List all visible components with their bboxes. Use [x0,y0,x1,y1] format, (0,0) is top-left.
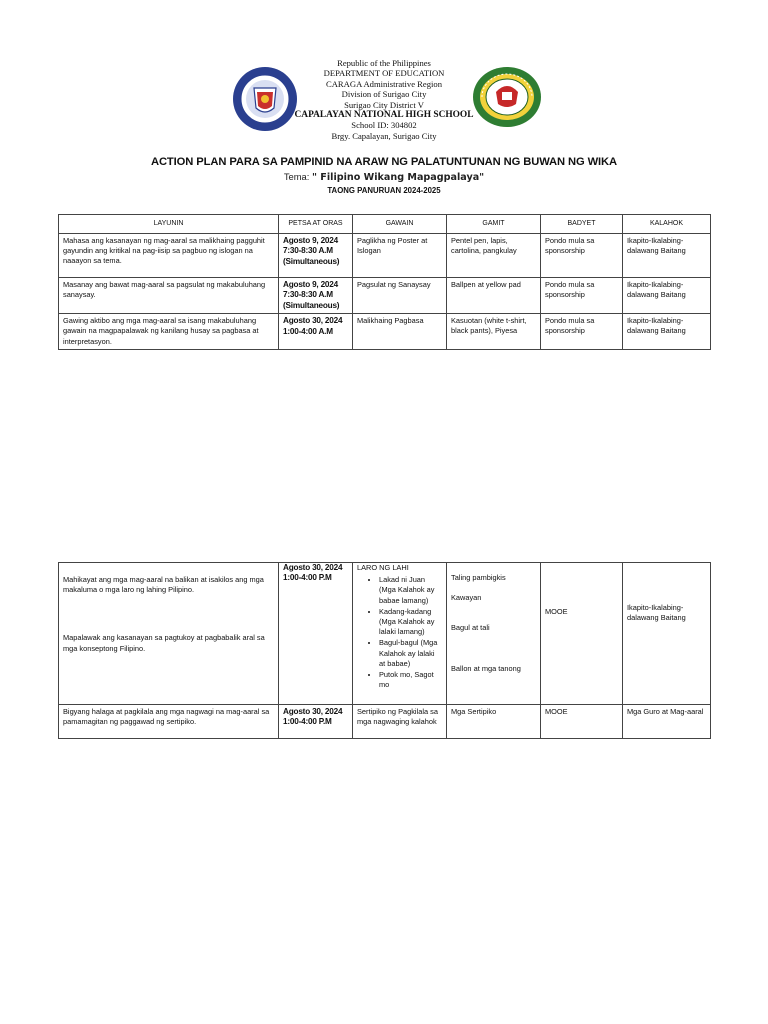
cell-kalahok: Ikapito-Ikalabing-dalawang Baitang [623,314,711,350]
cell-gamit: Kasuotan (white t-shirt, black pants), Piyesa [447,314,541,350]
header-gawain: GAWAIN [353,215,447,234]
tema-line [0,171,768,183]
cell-gamit: Ballpen at yellow pad [447,278,541,314]
header-kalahok: KALAHOK [623,215,711,234]
layunin-konsepto: Mapalawak ang kasanayan sa pagtukoy at pagbabalik aral sa mga konseptong Filipino. [63,633,265,653]
school-name: CAPALAYAN NATIONAL HIGH SCHOOL [294,110,474,121]
cell-badyet: Pondo mula sa sponsorship [541,278,623,314]
district-line: Surigao City District V [344,99,424,110]
cell-layunin: Mahasa ang kasanayan ng mag-aaral sa malikhaing pagguhit gayundin ang kritikal na pag-iisip sa pagbuo ng islogan na naaayon sa tema. [59,234,279,278]
cell-gamit: Pentel pen, lapis, cartolina, pangkulay [447,234,541,278]
gamit-item: Ballon at mga tanong [451,663,521,673]
gamit-item: Taling pambigkis [451,573,506,582]
cell-gawain: Sertipiko ng Pagkilala sa mga nagwaging kalahok [353,705,447,739]
cell-gawain [353,563,447,705]
cell-kalahok: Ikapito-Ikalabing-dalawang Baitang [623,278,711,314]
cell-badyet: MOOE [541,705,623,739]
department-line: DEPARTMENT OF EDUCATION [323,68,445,79]
cell-badyet: Pondo mula sa sponsorship [541,314,623,350]
cell-layunin: Gawing aktibo ang mga mag-aaral sa isang makabuluhang gawain na magpapalawak ng kanilang husay sa pagbasa at interpretasyon. [59,314,279,350]
gamit-item: Bagul at tali [451,623,490,633]
header-badyet: BADYET [541,215,623,234]
cell-gamit: Mga Sertipiko [447,705,541,739]
republic-line: Republic of the Philippines [337,58,431,68]
school-id: School ID: 304802 [351,120,417,131]
header-gamit: GAMIT [447,215,541,234]
cell-gamit [447,563,541,705]
cell-badyet: MOOE [541,563,623,705]
list-item: • Lakad ni Juan (Mga Kalahok ay babae lamang) [379,575,442,606]
table-row [59,705,711,739]
document-titles [0,156,768,195]
table-row [59,314,711,350]
list-item: • Putok mo, Sagot mo [379,670,442,690]
action-plan-table [58,214,711,350]
table-header-row [59,215,711,234]
school-address: Brgy. Capalayan, Surigao City [331,130,437,141]
table-row [59,278,711,314]
cell-layunin: Bigyang halaga at pagkilala ang mga nagwagi na mag-aaral sa pamamagitan ng paggawad ng sertipiko. [59,705,279,739]
gamit-item: Kawayan [451,593,482,603]
list-item: • Kadang-kadang (Mga Kalahok ay lalaki lamang) [379,607,442,638]
action-plan-table-continued [58,562,711,739]
cell-petsa: Agosto 30, 2024 1:00-4:00 A.M [279,314,353,350]
cell-layunin [59,563,279,705]
cell-badyet: Pondo mula sa sponsorship [541,234,623,278]
games-list [357,575,442,690]
table-row [59,234,711,278]
cell-gawain: Malikhaing Pagbasa [353,314,447,350]
cell-kalahok: Ikapito-Ikalabing-dalawang Baitang [623,234,711,278]
tema-value: " Filipino Wikang Mapagpalaya" [311,172,485,183]
school-year: TAONG PANURUAN 2024-2025 [327,186,441,195]
table-row [59,563,711,705]
cell-kalahok: Ikapito-Ikalabing-dalawang Baitang [623,563,711,705]
cell-petsa: Agosto 30, 2024 1:00-4:00 P.M [279,705,353,739]
cell-petsa: Agosto 9, 2024 7:30-8:30 A.M (Simultaneous) [279,234,353,278]
cell-petsa: Agosto 9, 2024 7:30-8:30 A.M (Simultaneous) [279,278,353,314]
cell-layunin: Masanay ang bawat mag-aaral sa pagsulat ng makabuluhang sanaysay. [59,278,279,314]
cell-gawain: Pagsulat ng Sanaysay [353,278,447,314]
cell-petsa: Agosto 30, 2024 1:00-4:00 P.M [279,563,353,705]
header-petsa: PETSA AT ORAS [279,215,353,234]
header-layunin: LAYUNIN [59,215,279,234]
letterhead [0,58,768,141]
layunin-laro: Mahikayat ang mga mag-aaral na balikan at isakilos ang mga makaluma o mga laro ng lahing Pilipino. [63,575,264,595]
list-item: • Bagul-bagul (Mga Kalahok ay lalaki at babae) [379,638,442,669]
region-line: CARAGA Administrative Region [325,78,442,89]
document-title: ACTION PLAN PARA SA PAMPINID NA ARAW NG PALATUNTUNAN NG BUWAN NG WIKA [150,156,618,168]
division-line: Division of Surigao City [341,89,427,100]
cell-kalahok: Mga Guro at Mag-aaral [623,705,711,739]
gawain-title: LARO NG LAHI [357,563,409,572]
tema-label: Tema: [283,171,310,182]
cell-gawain: Paglikha ng Poster at Islogan [353,234,447,278]
